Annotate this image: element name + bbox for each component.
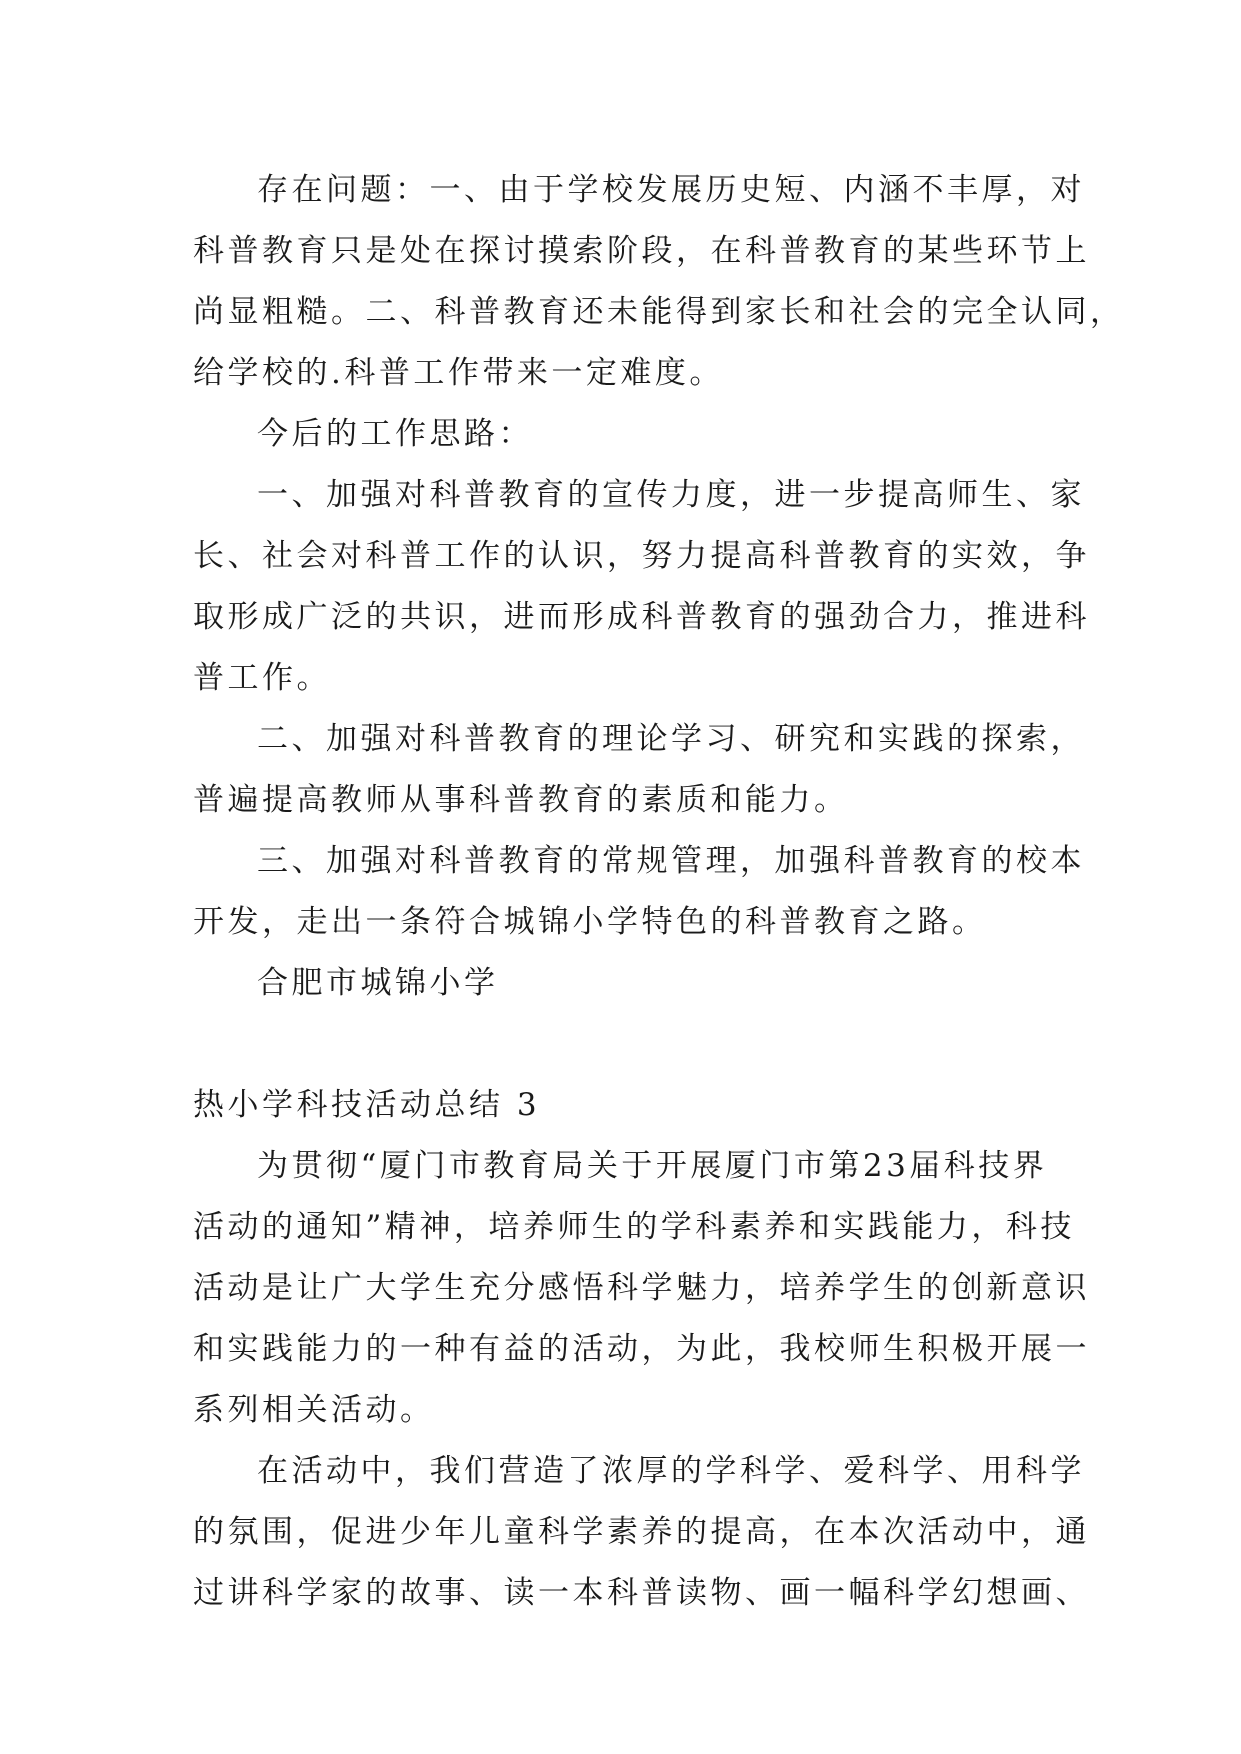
text-line: 长、社会对科普工作的认识，努力提高科普教育的实效，争 [193,538,1090,574]
signature-line: 合肥市城锦小学 [257,965,499,1001]
text-line: 在活动中，我们营造了浓厚的学科学、爱科学、用科学 [257,1453,1085,1489]
text-line: 给学校的.科普工作带来一定难度。 [193,355,724,391]
text-line: 取形成广泛的共识，进而形成科普教育的强劲合力，推进科 [193,599,1090,635]
text-line: 和实践能力的一种有益的活动，为此，我校师生积极开展一 [193,1331,1090,1367]
text-line: 三、加强对科普教育的常规管理，加强科普教育的校本 [257,843,1085,879]
text-line: 普工作。 [193,660,331,696]
document-body [193,160,1125,1624]
text-line: 的氛围，促进少年儿童科学素养的提高，在本次活动中，通 [193,1514,1090,1550]
text-line: 一、加强对科普教育的宣传力度，进一步提高师生、家 [257,477,1085,513]
article-title: 热小学科技活动总结 3 [193,1087,541,1123]
paragraph-gap [193,1014,1063,1075]
text-line: 活动的通知”精神，培养师生的学科素养和实践能力，科技 [193,1209,1075,1245]
text-line: 为贯彻“厦门市教育局关于开展厦门市第23届科技界 [257,1148,1048,1184]
section-heading: 今后的工作思路： [257,416,533,452]
text-line: 存在问题：一、由于学校发展历史短、内涵不丰厚，对 [257,172,1085,208]
text-line: 活动是让广大学生充分感悟科学魅力，培养学生的创新意识 [193,1270,1090,1306]
text-line: 二、加强对科普教育的理论学习、研究和实践的探索， [257,721,1085,757]
text-line: 尚显粗糙。二、科普教育还未能得到家长和社会的完全认同， [193,294,1125,330]
text-line: 过讲科学家的故事、读一本科普读物、画一幅科学幻想画、 [193,1575,1090,1611]
text-line: 系列相关活动。 [193,1392,435,1428]
text-line: 开发，走出一条符合城锦小学特色的科普教育之路。 [193,904,987,940]
text-line: 普遍提高教师从事科普教育的素质和能力。 [193,782,849,818]
text-line: 科普教育只是处在探讨摸索阶段，在科普教育的某些环节上 [193,233,1090,269]
